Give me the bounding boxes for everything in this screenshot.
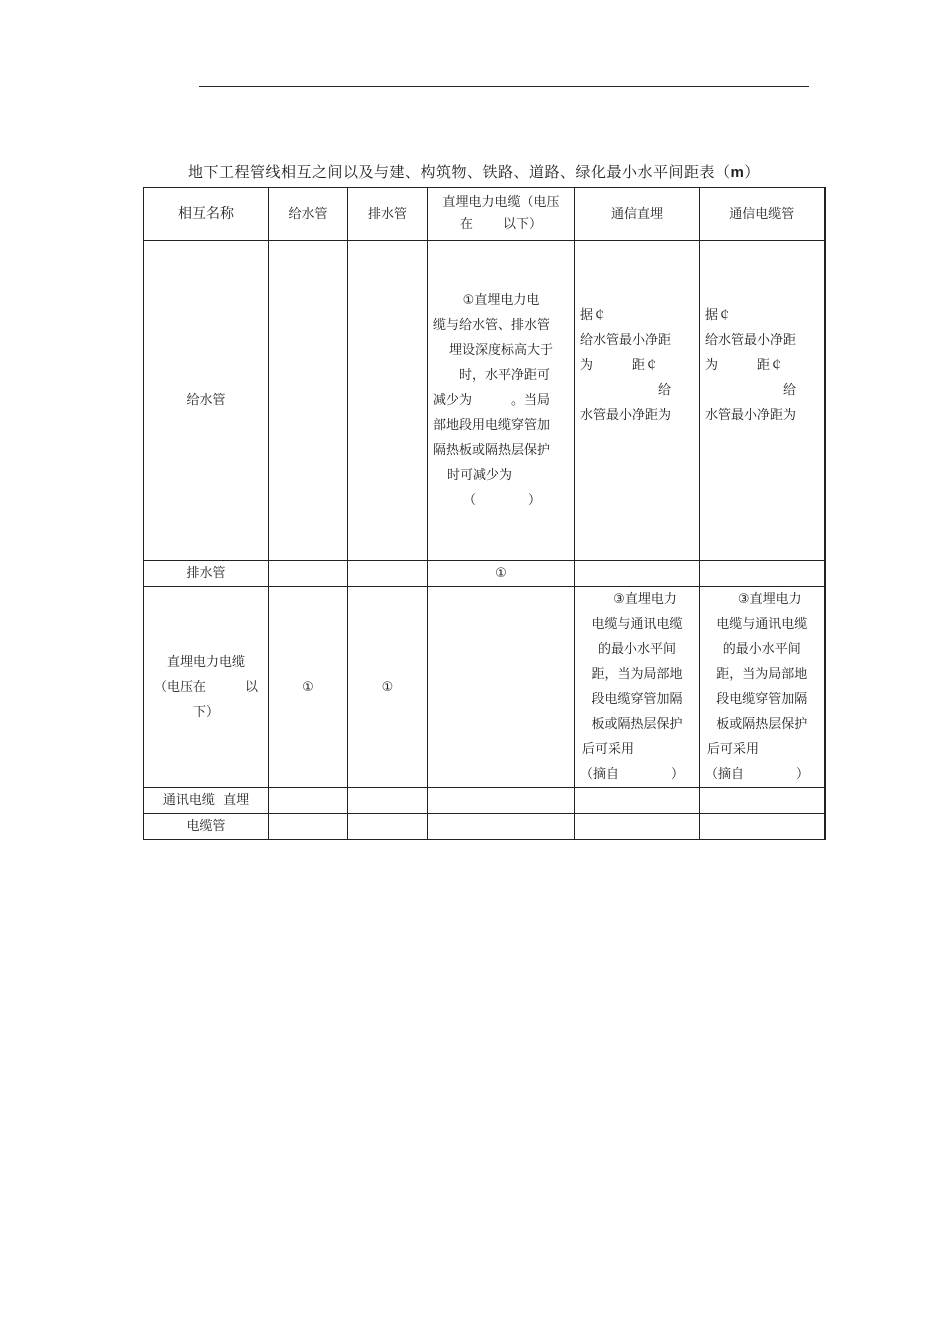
table-row-comm-buried (144, 788, 825, 814)
note-line: 据￠ (705, 308, 732, 323)
cell-drain-comm-buried (575, 561, 700, 587)
table-row-water (144, 241, 825, 561)
note-line: 减少为 。当局 (433, 393, 551, 408)
cell-water-drain (348, 241, 428, 561)
header-comm-buried: 通信直埋 (575, 188, 700, 241)
spacing-table (143, 187, 826, 840)
table-title (188, 161, 760, 182)
cell-comm-buried-power (428, 788, 575, 814)
row-label-drain: 排水管 (144, 561, 269, 587)
note-line: 给水管最小净距 (705, 333, 797, 348)
table-row-drain (144, 561, 825, 587)
note-line: 段电缆穿管加隔 (591, 692, 683, 707)
note-line: 部地段用电缆穿管加 (433, 418, 551, 433)
cell-power-comm-pipe (700, 587, 825, 788)
header-power (428, 188, 575, 241)
header-power-line1: 直埋电力电缆（电压 (442, 195, 560, 210)
note-line: 段电缆穿管加隔 (716, 692, 808, 707)
cell-drain-comm-pipe (700, 561, 825, 587)
cell-water-comm-buried (575, 241, 700, 561)
note-line: ③直埋电力 (613, 592, 677, 607)
cell-water-water (269, 241, 348, 561)
cell-drain-drain (348, 561, 428, 587)
table-row-comm-pipe (144, 814, 825, 840)
cell-comm-pipe-comm-buried (575, 814, 700, 840)
note-line: 板或隔热层保护 (716, 717, 808, 732)
cell-water-power (428, 241, 575, 561)
row-label-water: 给水管 (144, 241, 269, 561)
note-line: （ ） (463, 493, 542, 508)
header-row (144, 188, 825, 241)
cell-power-water: ① (269, 587, 348, 788)
note-line: 给 (705, 383, 797, 398)
note-line: 隔热板或隔热层保护 (433, 443, 551, 458)
cell-water-comm-pipe (700, 241, 825, 561)
row-label-line: 直埋电力电缆 (166, 654, 245, 670)
cell-power-drain: ① (348, 587, 428, 788)
row-label-line: （电压在 以 (153, 679, 258, 695)
note-line: 时可减少为 (447, 468, 513, 483)
note-line: 埋设深度标高大于 (448, 343, 553, 358)
cell-comm-buried-water (269, 788, 348, 814)
row-label-line: 下） (192, 704, 219, 720)
cell-comm-pipe-drain (348, 814, 428, 840)
note-line: 为 距￠ (705, 358, 784, 373)
header-power-line2: 在 以下） (459, 217, 543, 232)
header-drain: 排水管 (348, 188, 428, 241)
cell-comm-pipe-comm-pipe (700, 814, 825, 840)
row-label-power (144, 587, 269, 788)
note-line: （摘自 ） (705, 767, 810, 782)
note-line: 缆与给水管、排水管 (433, 318, 551, 333)
cell-comm-pipe-water (269, 814, 348, 840)
note-line: ①直埋电力电 (462, 293, 540, 308)
note-line: 给水管最小净距 (580, 333, 672, 348)
note-line: 距，当为局部地 (716, 667, 808, 682)
header-water: 给水管 (269, 188, 348, 241)
note-line: 时，水平净距可 (433, 368, 551, 383)
note-line: 给 (580, 383, 672, 398)
title-close: ） (744, 163, 760, 181)
note-line: 据￠ (580, 308, 607, 323)
note-line: 板或隔热层保护 (591, 717, 683, 732)
table-row-power (144, 587, 825, 788)
note-line: 电缆与通讯电缆 (591, 617, 683, 632)
cell-comm-pipe-power (428, 814, 575, 840)
note-line: 距，当为局部地 (591, 667, 683, 682)
cell-comm-buried-comm-buried (575, 788, 700, 814)
note-line: （摘自 ） (580, 767, 685, 782)
cell-comm-buried-drain (348, 788, 428, 814)
header-name: 相互名称 (144, 188, 269, 241)
cell-drain-power: ① (428, 561, 575, 587)
row-label-comm-buried: 通讯电缆 直埋 (144, 788, 269, 814)
note-line: 为 距￠ (580, 358, 659, 373)
note-line: 电缆与通讯电缆 (716, 617, 808, 632)
note-line: 后可采用 (707, 742, 760, 757)
cell-drain-water (269, 561, 348, 587)
note-line: 后可采用 (582, 742, 635, 757)
note-line: 的最小水平间 (722, 642, 801, 657)
title-text: 地下工程管线相互之间以及与建、构筑物、铁路、道路、绿化最小水平间距表（ (188, 163, 731, 181)
header-rule (199, 86, 809, 87)
cell-comm-buried-comm-pipe (700, 788, 825, 814)
row-label-comm-pipe: 电缆管 (144, 814, 269, 840)
cell-power-comm-buried (575, 587, 700, 788)
header-comm-pipe: 通信电缆管 (700, 188, 825, 241)
note-line: 水管最小净距为 (705, 408, 797, 423)
cell-power-power (428, 587, 575, 788)
note-line: 的最小水平间 (597, 642, 676, 657)
title-unit: m (730, 164, 745, 181)
note-line: 水管最小净距为 (580, 408, 672, 423)
note-line: ③直埋电力 (737, 592, 802, 607)
